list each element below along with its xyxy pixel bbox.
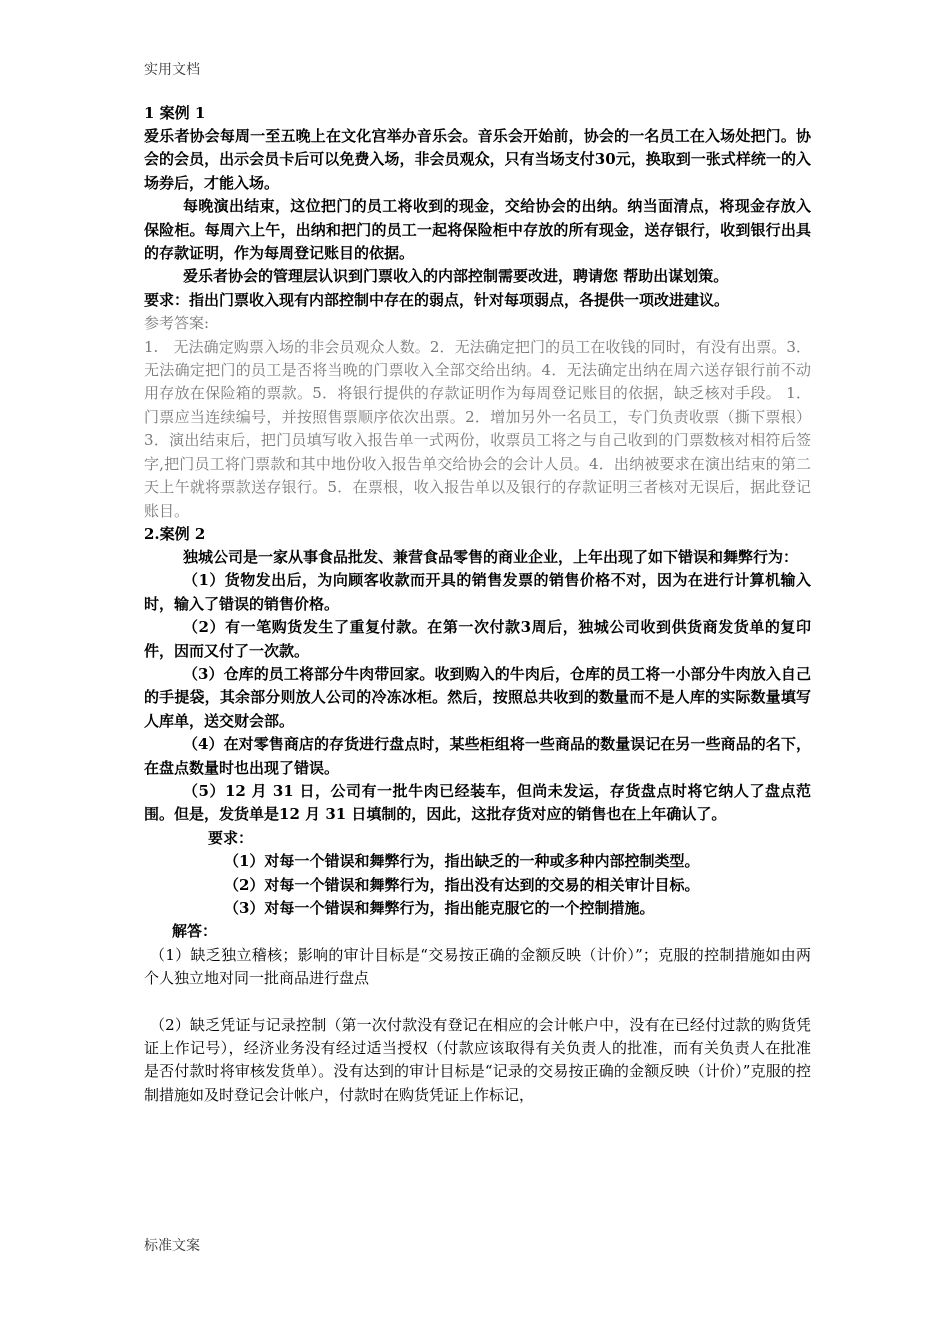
case2-answer-2: （2）缺乏凭证与记录控制（第一次付款没有登记在相应的会计帐户中，没有在已经付过款的购货凭证上作记号），经济业务没有经过适当授权（付款应该取得有关负责人的批准，而有关负责人在批准是否付款时将审核发货单）。没有达到的审计目标是“记录的交易按正确的金额反映（计价）”克服的控制措施如及时登记会计帐户，付款时在购货凭证上作标记， — [144, 1015, 811, 1104]
case2-intro: 独城公司是一家从事食品批发、兼营食品零售的商业企业，上年出现了如下错误和舞弊行为： — [183, 547, 799, 566]
case1-requirement: 要求：指出门票收入现有内部控制中存在的弱点，针对每项弱点，各提供一项改进建议。 — [144, 290, 730, 309]
case2-requirement-1: （1）对每一个错误和舞弊行为，指出缺乏的一种或多种内部控制类型。 — [224, 852, 700, 871]
case2-item-4: （4）在对零售商店的存货进行盘点时，某些柜组将一些商品的数量误记在另一些商品的名下，在盘点数量时也出现了错误。 — [144, 735, 811, 777]
case2-answer-label: 解答： — [172, 922, 218, 941]
case2-requirement-2: （2）对每一个错误和舞弊行为，指出没有达到的交易的相关审计目标。 — [224, 875, 700, 894]
case1-answer: 1. 无法确定购票入场的非会员观众人数。2．无法确定把门的员工在收钱的同时，有没有出票。3．无法确定把门的员工是否将当晚的门票收入全部交给出纳。4．无法确定出纳在周六送存银行前不动用存放在保险箱的票款。5．将银行提供的存款证明作为每周登记账目的依据，缺乏核对手段。 1．门票应当连续编号，并按照售票顺序依次出票。2．增加另外一名员工，专门负责收票（撕下票根）3．演出结束后，把门员填写收入报告单一式两份，收票员工将之与自己收到的门票数核对相符后签字,把门员工将门票款和其中地份收入报告单交给协会的会计人员。4．出纳被要求在演出结束的第二天上午就将票款送存银行。5．在票根，收入报告单以及银行的存款证明三者核对无误后，据此登记账目。 — [144, 337, 811, 520]
case2-requirement-3: （3）对每一个错误和舞弊行为，指出能克服它的一个控制措施。 — [224, 899, 655, 917]
case2-item-3: （3）仓库的员工将部分牛肉带回家。收到购入的牛肉后，仓库的员工将一小部分牛肉放入自己的手提袋，其余部分则放人公司的冷冻冰柜。然后，按照总共收到的数量而不是人库的实际数量填写人库单，送交财会部。 — [144, 664, 811, 730]
document-body — [144, 102, 811, 1107]
case2-item-1: （1）货物发出后，为向顾客收款而开具的销售发票的销售价格不对，因为在进行计算机输入时，输入了错误的销售价格。 — [144, 571, 811, 613]
case2-title: 2.案例 2 — [144, 524, 206, 543]
case2-requirement-label: 要求： — [208, 828, 254, 847]
page-footer: 标准文案 — [144, 1238, 200, 1254]
case1-answer-label: 参考答案: — [144, 314, 210, 333]
case1-paragraph-2: 每晚演出结束，这位把门的员工将收到的现金，交给协会的出纳。纳当面清点，将现金存放入保险柜。每周六上午，出纳和把门的员工一起将保险柜中存放的所有现金，送存银行，收到银行出具的存款证明，作为每周登记账目的依据。 — [144, 197, 811, 263]
paragraph-spacer — [144, 991, 811, 1014]
case2-item-2: （2）有一笔购货发生了重复付款。在第一次付款3周后，独城公司收到供货商发货单的复印件，因而又付了一次款。 — [144, 618, 811, 660]
case1-paragraph-1: 爱乐者协会每周一至五晚上在文化宫举办音乐会。音乐会开始前，协会的一名员工在入场处把门。协会的会员，出示会员卡后可以免费入场，非会员观众，只有当场支付30元，换取到一张式样统一的入场券后，才能入场。 — [144, 127, 811, 192]
case1-title: 1 案例 1 — [144, 104, 206, 122]
case2-item-5: （5）12 月 31 日，公司有一批牛肉已经装车，但尚未发运，存货盘点时将它纳人了盘点范围。但是，发货单是12 月 31 日填制的，因此，这批存货对应的销售也在上年确认了。 — [144, 781, 811, 824]
case1-paragraph-3: 爱乐者协会的管理层认识到门票收入的内部控制需要改进，聘请您 帮助出谋划策。 — [183, 267, 729, 286]
page-header: 实用文档 — [144, 62, 200, 78]
case2-answer-1: （1）缺乏独立稽核；影响的审计目标是“交易按正确的金额反映（计价）”；克服的控制措施如由两个人独立地对同一批商品进行盘点 — [144, 945, 811, 988]
